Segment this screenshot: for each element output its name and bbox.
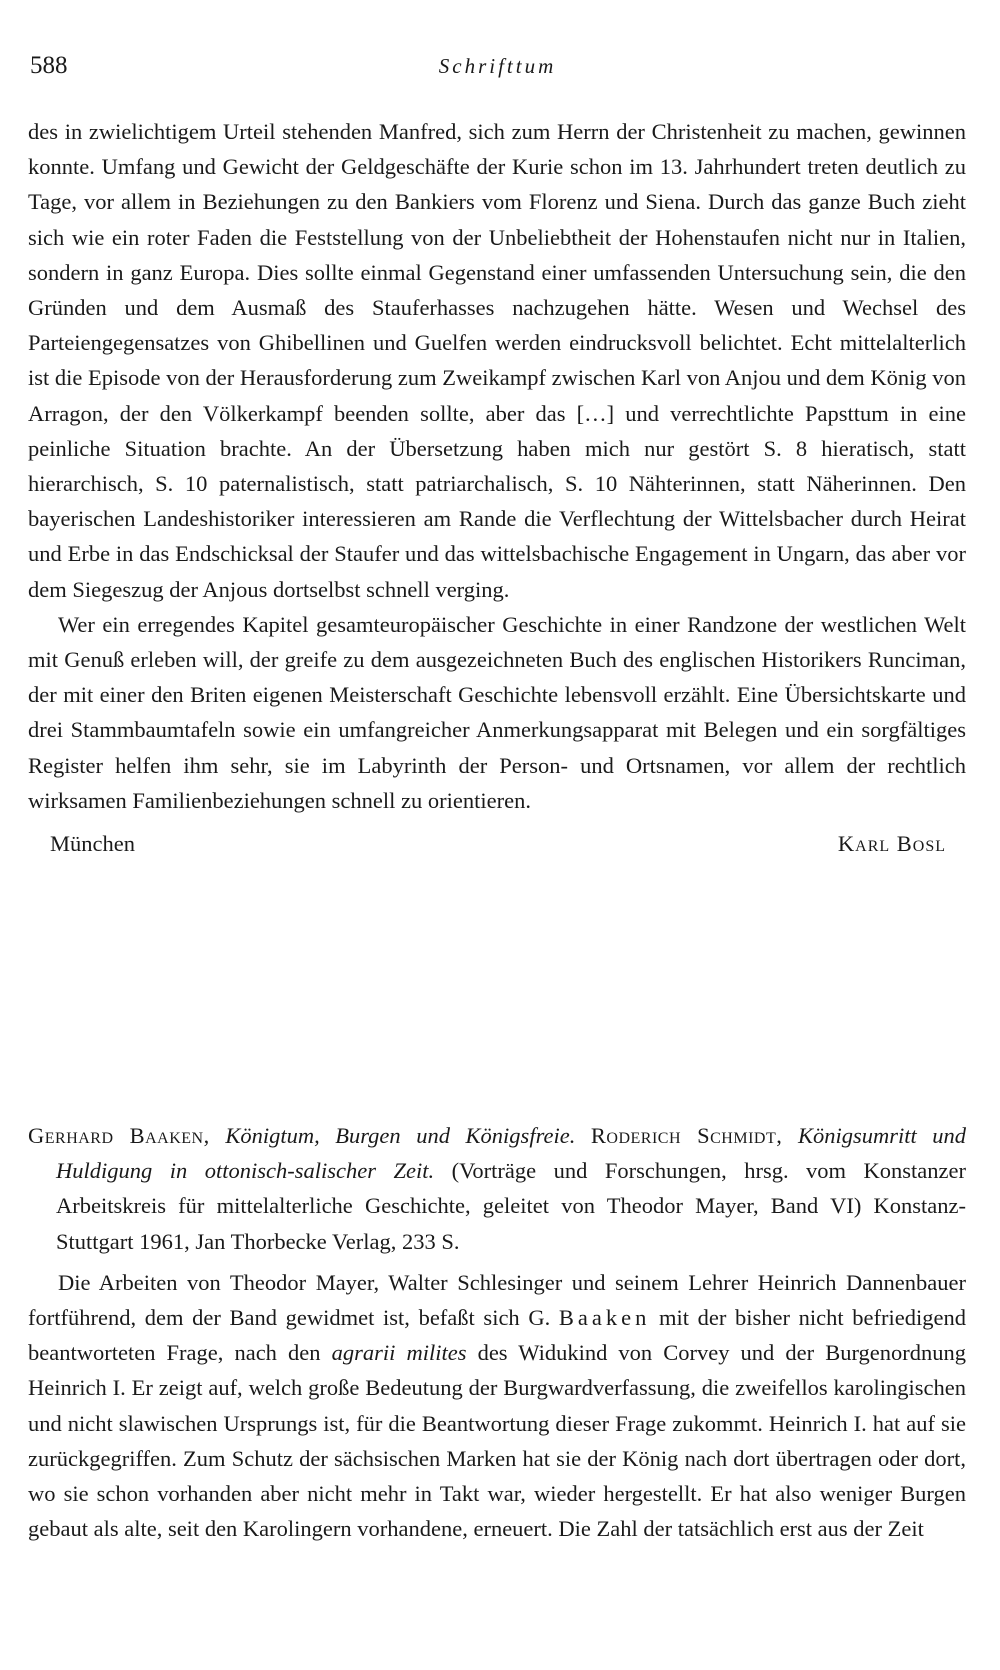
book-author-1: Gerhard Baaken,	[28, 1123, 210, 1148]
review-b-text-2: mit der bisher nicht befriedigend beantworteten Frage, nach den	[28, 1305, 966, 1366]
running-head: Schrifttum	[438, 54, 557, 78]
review-b-text-1: Die Arbeiten von Theodor Mayer, Walter Schlesinger und seinem Lehrer Heinrich Dannenbauer fortführend, dem der Band gewidmet ist, befaßt sich G.	[28, 1269, 966, 1331]
review-b-paragraph-1	[28, 1265, 966, 1547]
bibliographic-entry	[28, 1118, 966, 1259]
page-number: 588	[30, 52, 68, 79]
review-a-paragraph-1: des in zwielichtigem Urteil stehenden Manfred, sich zum Herrn der Christenheit zu machen, gewinnen konnte. Umfang und Gewicht der Geldgeschäfte der Kurie schon im 13. Jahrhundert treten deutlich zu Tage, vor allem in Beziehungen zu den Bankiers vom Florenz und Siena. Durch das ganze Buch zieht sich wie ein roter Faden die Feststellung von der Unbeliebtheit der Hohenstaufen nicht nur in Italien, sondern in ganz Europa. Dies sollte einmal Gegenstand einer umfassenden Untersuchung sein, die den Gründen und dem Ausmaß des Stauferhasses nachzugehen hätte. Wesen und Wechsel des Parteiengegensatzes von Ghibellinen und Guelfen werden eindrucksvoll belichtet. Echt mittelalterlich ist die Episode von der Herausforderung zum Zweikampf zwischen Karl von Anjou und dem König von Arragon, der den Völkerkampf beenden sollte, aber das […] und verrechtlichte Papsttum in eine peinliche Situation brachte. An der Übersetzung haben mich nur gestört S. 8 hieratisch, statt hierarchisch, S. 10 paternalistisch, statt patriarchalisch, S. 10 Nähterinnen, statt Näherinnen. Den bayerischen Landeshistoriker interessieren am Rande die Verflechtung der Wittelsbacher durch Heirat und Erbe in das Endschicksal der Staufer und das wittelsbachische Engagement in Ungarn, das aber vor dem Siegeszug der Anjous dortselbst schnell verging.	[28, 119, 966, 602]
review-karl-bosl	[28, 114, 966, 861]
review-a-paragraph-2: Wer ein erregendes Kapitel gesamteuropäischer Geschichte in einer Randzone der westlichen Welt mit Genuß erleben will, der greife zu dem ausgezeichneten Buch des englischen Historikers Runciman, der mit einer den Briten eigenen Meisterschaft Geschichte lebensvoll erzählt. Eine Übersichtskarte und drei Stammbaumtafeln sowie ein umfangreicher Anmerkungsapparat mit Belegen und ein sorgfältiges Register helfen ihm sehr, sie im Labyrinth der Person- und Ortsnamen, vor allem der rechtlich wirksamen Familienbeziehungen schnell zu orientieren.	[28, 611, 966, 813]
review-a-signature	[28, 826, 966, 861]
book-series-info: (Vorträge und Forschungen, hrsg. vom Konstanzer Arbeitskreis für mittelalterliche Geschichte, geleitet von Theodor Mayer, Band VI) Konstanz-Stuttgart 1961, Jan Thorbecke Verlag, 233 S.	[56, 1158, 967, 1254]
signature-city: München	[50, 831, 135, 857]
review-b-text-3: des Widukind von Corvey und der Burgenordnung Heinrich I. Er zeigt auf, welch große Bedeutung der Burgwardverfassung, die zweifellos karolingischen und nicht slawischen Ursprungs ist, für die Beantwortung dieser Frage zukommt. Heinrich I. hat auf sie zurückgegriffen. Zum Schutz der sächsischen Marken hat sie der König nach dort übertragen oder dort, wo sie schon vorhanden aber nicht mehr in Takt war, wieder hergestellt. Er hat also weniger Burgen gebaut als alte, seit den Karolingern vorhandene, erneuert. Die Zahl der tatsächlich erst aus der Zeit	[28, 1340, 967, 1542]
book-author-2: Roderich Schmidt,	[590, 1123, 783, 1148]
book-title-2: Königsumritt und Huldigung in ottonisch-salischer Zeit.	[56, 1123, 967, 1184]
page-header	[30, 52, 965, 88]
book-title-1: Königtum, Burgen und Königsfreie.	[225, 1123, 576, 1148]
signature-author: Karl Bosl	[837, 831, 946, 857]
latin-term: agrarii milites	[331, 1340, 467, 1366]
reviewed-author-name: Baaken	[558, 1305, 651, 1331]
review-baaken-schmidt	[28, 1118, 966, 1546]
